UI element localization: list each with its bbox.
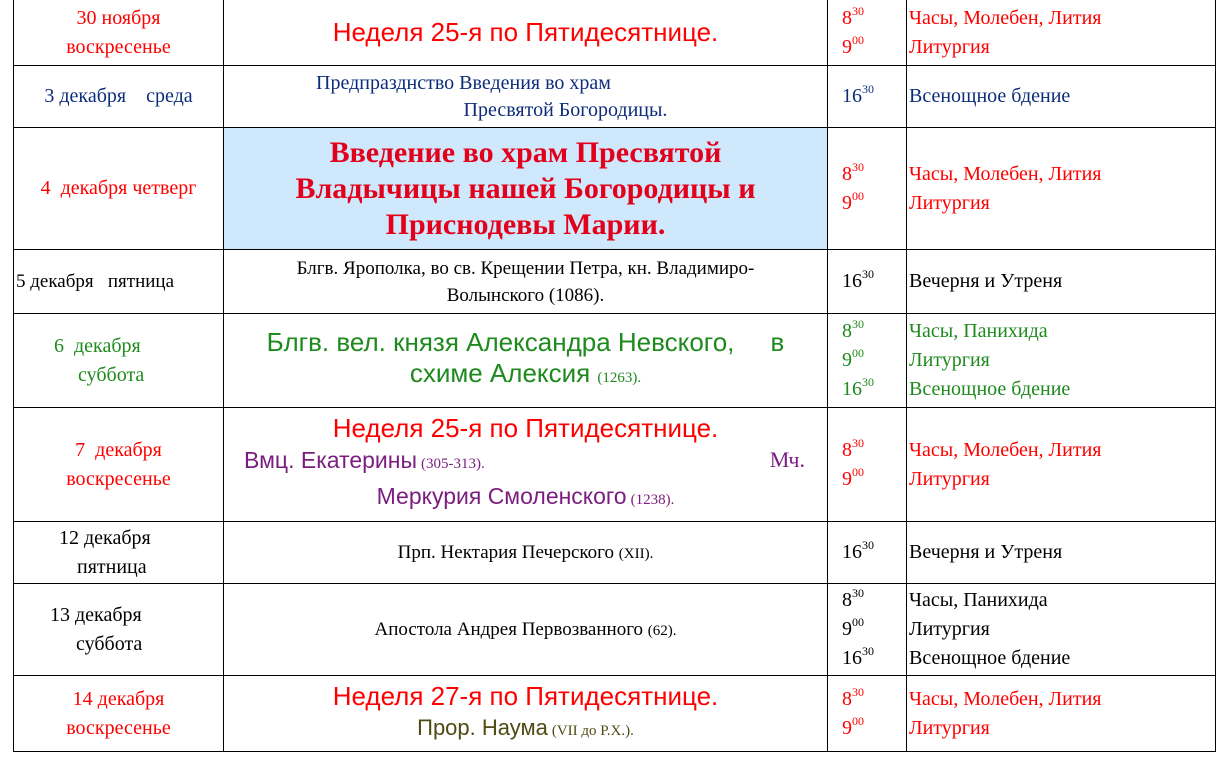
weekday-text: воскресенье [66, 716, 171, 739]
weekday-text: суббота [78, 363, 145, 386]
service-item: Всенощное бдение [909, 85, 1071, 107]
time-item: $8^{30}$ [842, 586, 864, 611]
services-cell [907, 66, 1216, 128]
event-title: Блгв. вел. князя Александра Невского, в [266, 327, 785, 357]
service-item: Вечерня и Утреня [909, 541, 1063, 563]
time-item: $8^{30}$ [842, 3, 864, 29]
time-item: $8^{30}$ [842, 684, 864, 710]
times-cell [828, 522, 907, 584]
event-title: Введение во храм Пресвятой [329, 135, 722, 169]
date-text: 14 декабря [72, 687, 165, 710]
saint-name: Меркурия Смоленского [376, 483, 627, 509]
time-item: $9^{00}$ [842, 615, 864, 640]
time-item: $8^{30}$ [842, 159, 864, 185]
event-title: Приснодевы Марии. [385, 207, 666, 241]
services-cell [907, 128, 1216, 250]
service-item: Часы, Панихида [909, 320, 1048, 342]
event-title: Владычицы нашей Богородицы и [295, 171, 756, 205]
table-row [14, 314, 1216, 408]
service-item: Часы, Молебен, Лития [909, 162, 1102, 185]
weekday-text: суббота [76, 632, 143, 655]
times-cell [828, 66, 907, 128]
time-item: $16^{30}$ [842, 375, 874, 400]
date-cell [14, 676, 224, 752]
table-row [14, 408, 1216, 522]
time-item: $9^{00}$ [842, 713, 864, 739]
date-text: 3 декабря среда [44, 85, 193, 107]
times-cell [828, 314, 907, 408]
weekday-text: пятница [77, 555, 147, 578]
services-cell [907, 314, 1216, 408]
event-cell [224, 66, 828, 128]
service-item: Часы, Молебен, Лития [909, 438, 1102, 461]
event-cell [224, 676, 828, 752]
date-cell [14, 584, 224, 676]
event-subtitle: Волынского (1086). [446, 284, 605, 306]
table-row [14, 0, 1216, 66]
time-item: $16^{30}$ [842, 644, 874, 669]
service-item: Всенощное бдение [909, 647, 1071, 669]
services-cell [907, 522, 1216, 584]
saint-name: Прор. Наума [417, 714, 548, 740]
schedule-table [13, 0, 1216, 752]
date-cell [14, 128, 224, 250]
event-title: схиме Алексия (1263). [409, 358, 642, 388]
event-title: Неделя 27-я по Пятидесятнице. [332, 680, 719, 711]
date-cell [14, 250, 224, 314]
date-cell [14, 522, 224, 584]
event-subtitle: Пресвятой Богородицы. [463, 98, 668, 121]
services-cell [907, 250, 1216, 314]
saint-line [224, 712, 827, 747]
weekday-text: воскресенье [66, 467, 171, 490]
table-row [14, 128, 1216, 250]
time-item: $16^{30}$ [842, 267, 874, 292]
service-item: Вечерня и Утреня [909, 270, 1063, 292]
saint-line [224, 444, 827, 480]
date-text: 13 декабря [50, 603, 142, 626]
service-item: Литургия [909, 35, 990, 58]
time-item: $8^{30}$ [842, 317, 864, 342]
date-text: 4 декабря четверг [40, 177, 197, 199]
date-text: 7 декабря [75, 438, 162, 461]
date-cell [14, 66, 224, 128]
service-item: Часы, Молебен, Лития [909, 6, 1102, 29]
table-row [14, 250, 1216, 314]
table-row [14, 66, 1216, 128]
feast-event-cell [224, 128, 828, 250]
date-text: 6 декабря [54, 334, 141, 357]
date-cell [14, 0, 224, 66]
event-title: Блгв. Ярополка, во св. Крещении Петра, кн. Владимиро- [296, 257, 755, 279]
time-item: $8^{30}$ [842, 435, 864, 461]
event-cell [224, 250, 828, 314]
event-year: (62). [647, 622, 677, 639]
service-item: Литургия [909, 191, 990, 214]
event-year: (XII). [618, 545, 654, 562]
service-item: Часы, Молебен, Лития [909, 687, 1102, 710]
event-year: (1263). [597, 370, 642, 386]
event-cell [224, 522, 828, 584]
saint-year: (305-313). [420, 456, 485, 472]
times-cell [828, 128, 907, 250]
event-title: Апостола Андрея Первозванного [374, 618, 644, 640]
time-item: $9^{00}$ [842, 188, 864, 214]
event-cell [224, 584, 828, 676]
weekday-text: воскресенье [66, 35, 171, 58]
saint-year: (VII до Р.Х.). [551, 722, 634, 739]
saint-line [224, 480, 827, 516]
table-row [14, 584, 1216, 676]
table-row [14, 522, 1216, 584]
services-cell [907, 584, 1216, 676]
saint-prefix: Мч. [769, 447, 805, 472]
event-title: Неделя 25-я по Пятидесятнице. [332, 413, 719, 443]
time-item: $16^{30}$ [842, 82, 874, 107]
event-cell [224, 314, 828, 408]
time-item: $9^{00}$ [842, 32, 864, 58]
services-cell [907, 676, 1216, 752]
service-item: Литургия [909, 349, 990, 371]
saint-name: Вмц. Екатерины [244, 447, 417, 473]
event-cell [224, 0, 828, 66]
saint-year: (1238). [630, 492, 675, 508]
service-item: Литургия [909, 618, 990, 640]
event-title: Прп. Нектария Печерского [397, 541, 614, 563]
date-text: 30 ноября [76, 6, 161, 29]
service-item: Литургия [909, 467, 990, 490]
date-cell [14, 314, 224, 408]
event-title: Неделя 25-я по Пятидесятнице. [332, 17, 719, 47]
time-item: $9^{00}$ [842, 346, 864, 371]
time-item: $16^{30}$ [842, 538, 874, 563]
services-cell [907, 0, 1216, 66]
date-text: 12 декабря [59, 526, 151, 549]
service-item: Литургия [909, 716, 990, 739]
table-row [14, 676, 1216, 752]
times-cell [828, 250, 907, 314]
service-item: Часы, Панихида [909, 589, 1048, 611]
event-cell [224, 408, 828, 522]
times-cell [828, 408, 907, 522]
times-cell [828, 584, 907, 676]
times-cell [828, 676, 907, 752]
date-text: 5 декабря пятница [16, 271, 175, 292]
date-cell [14, 408, 224, 522]
services-cell [907, 408, 1216, 522]
time-item: $9^{00}$ [842, 464, 864, 490]
times-cell [828, 0, 907, 66]
service-item: Всенощное бдение [909, 378, 1071, 400]
event-title: Предпразднство Введения во храм [316, 71, 611, 94]
